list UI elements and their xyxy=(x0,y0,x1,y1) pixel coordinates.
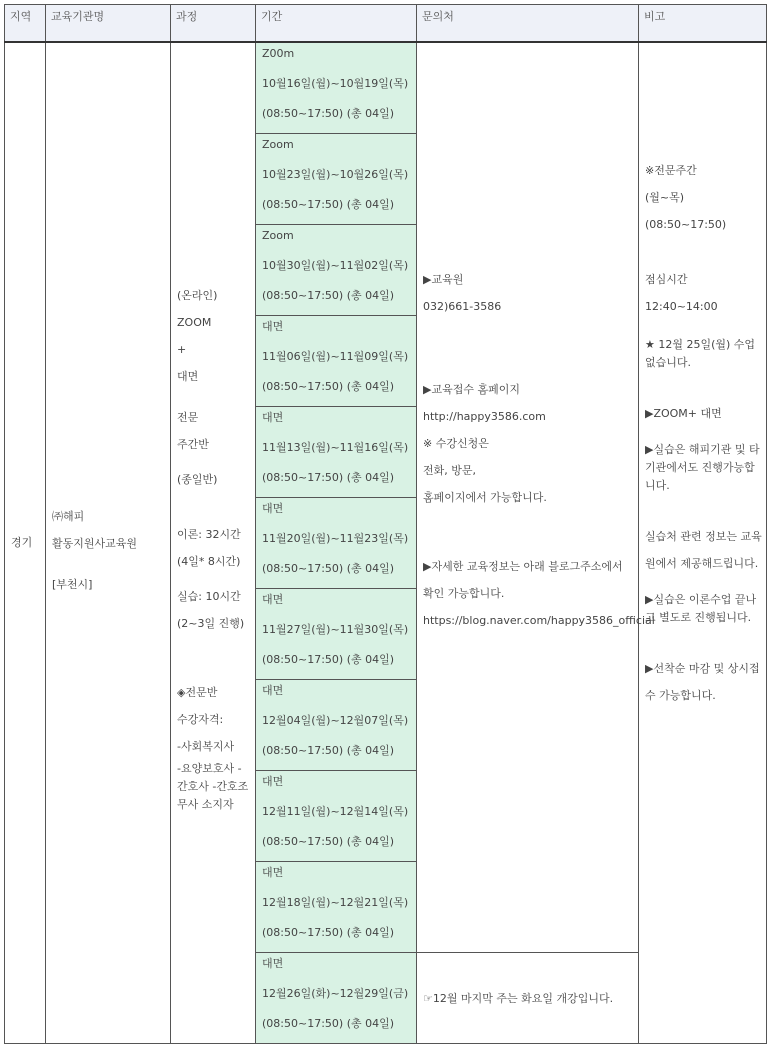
course-line: 수강자격: xyxy=(177,713,224,726)
course-line: 주간반 xyxy=(177,438,209,451)
contact-line: http://happy3586.com xyxy=(423,410,546,423)
course-line: -요양보호사 -간호사 -간호조무사 소지자 xyxy=(177,762,249,811)
session-mode: Z00m xyxy=(262,47,295,60)
header-period: 기간 xyxy=(256,5,417,43)
course-line: 전문 xyxy=(177,411,199,424)
session-dates: 12월11일(월)~12월14일(목) xyxy=(262,805,409,818)
session-cell xyxy=(256,589,417,680)
note-line: ▶ZOOM+ 대면 xyxy=(645,407,722,420)
contact-line: ▶자세한 교육정보는 아래 블로그주소에서 xyxy=(423,560,623,573)
blog-link[interactable]: https://blog.naver.com/happy3586_official xyxy=(423,614,655,627)
course-line: (온라인) xyxy=(177,289,218,302)
table-row xyxy=(5,42,767,134)
note-line: 점심시간 xyxy=(645,273,688,286)
course-line: (2~3일 진행) xyxy=(177,617,245,630)
contact-line: ▶교육접수 홈페이지 xyxy=(423,383,520,396)
header-institution: 교육기관명 xyxy=(46,5,171,43)
session-time: (08:50~17:50) (총 04일) xyxy=(262,744,395,757)
session-dates: 12월26일(화)~12월29일(금) xyxy=(262,987,409,1000)
session-mode: Zoom xyxy=(262,138,294,151)
note-line: ※전문주간 xyxy=(645,164,697,177)
contact-last-cell xyxy=(417,953,639,1044)
session-cell xyxy=(256,771,417,862)
note-line: (월~목) xyxy=(645,191,685,204)
session-time: (08:50~17:50) (총 04일) xyxy=(262,471,395,484)
course-line: 대면 xyxy=(177,370,199,383)
session-time: (08:50~17:50) (총 04일) xyxy=(262,653,395,666)
course-line: ZOOM xyxy=(177,316,212,329)
session-mode: 대면 xyxy=(262,684,284,697)
session-mode: 대면 xyxy=(262,502,284,515)
last-week-notice: ☞12월 마지막 주는 화요일 개강입니다. xyxy=(423,991,614,1005)
session-dates: 11월13일(월)~11월16일(목) xyxy=(262,441,409,454)
schedule-table xyxy=(4,4,767,1044)
session-time: (08:50~17:50) (총 04일) xyxy=(262,835,395,848)
course-line: 이론: 32시간 xyxy=(177,528,241,541)
contact-line: 홈페이지에서 가능합니다. xyxy=(423,491,547,504)
contact-line: 032)661-3586 xyxy=(423,300,502,313)
note-line: ▶선착순 마감 및 상시접수 가능합니다. xyxy=(645,662,760,702)
session-cell xyxy=(256,316,417,407)
header-row xyxy=(5,5,767,43)
course-line: -사회복지사 xyxy=(177,740,235,753)
session-dates: 12월18일(월)~12월21일(목) xyxy=(262,896,409,909)
session-mode: 대면 xyxy=(262,957,284,970)
header-course: 과정 xyxy=(171,5,256,43)
note-cell xyxy=(639,42,767,1044)
session-dates: 12월04일(월)~12월07일(목) xyxy=(262,714,409,727)
session-dates: 11월20일(월)~11월23일(목) xyxy=(262,532,409,545)
contact-line: ※ 수강신청은 xyxy=(423,437,489,450)
note-line: ▶실습은 해피기관 및 타기관에서도 진행가능합니다. xyxy=(645,443,760,492)
note-line: 실습처 관련 정보는 교육원에서 제공해드립니다. xyxy=(645,530,762,570)
header-contact: 문의처 xyxy=(417,5,639,43)
header-note: 비고 xyxy=(639,5,767,43)
session-mode: 대면 xyxy=(262,411,284,424)
session-cell xyxy=(256,862,417,953)
region-value: 경기 xyxy=(11,536,33,549)
course-line: ◈전문반 xyxy=(177,686,218,699)
session-time: (08:50~17:50) (총 04일) xyxy=(262,289,395,302)
header-region: 지역 xyxy=(5,5,46,43)
session-mode: 대면 xyxy=(262,866,284,879)
session-cell xyxy=(256,953,417,1044)
session-cell xyxy=(256,225,417,316)
note-line: ★ 12월 25일(월) 수업 없습니다. xyxy=(645,338,756,369)
session-time: (08:50~17:50) (총 04일) xyxy=(262,926,395,939)
course-cell xyxy=(171,42,256,1044)
institution-line3: [부천시] xyxy=(52,577,93,591)
session-cell xyxy=(256,498,417,589)
note-line: 12:40~14:00 xyxy=(645,300,718,313)
session-dates: 11월06일(월)~11월09일(목) xyxy=(262,350,409,363)
session-cell xyxy=(256,134,417,225)
session-time: (08:50~17:50) (총 04일) xyxy=(262,380,395,393)
session-cell xyxy=(256,680,417,771)
contact-line: 전화, 방문, xyxy=(423,464,476,477)
course-line: (종일반) xyxy=(177,473,218,486)
institution-cell xyxy=(46,42,171,1044)
session-dates: 10월16일(월)~10월19일(목) xyxy=(262,77,409,90)
session-mode: 대면 xyxy=(262,593,284,606)
session-time: (08:50~17:50) (총 04일) xyxy=(262,198,395,211)
session-time: (08:50~17:50) (총 04일) xyxy=(262,562,395,575)
contact-line: ▶교육원 xyxy=(423,273,464,286)
session-mode: 대면 xyxy=(262,320,284,333)
contact-line: 확인 가능합니다. xyxy=(423,587,505,600)
course-line: + xyxy=(177,343,187,356)
session-cell xyxy=(256,42,417,134)
note-line: ▶실습은 이론수업 끝나고 별도로 진행됩니다. xyxy=(645,593,757,624)
course-line: (4일* 8시간) xyxy=(177,555,241,568)
session-mode: 대면 xyxy=(262,775,284,788)
session-dates: 11월27일(월)~11월30일(목) xyxy=(262,623,409,636)
contact-cell xyxy=(417,42,655,953)
institution-line2: 활동지원사교육원 xyxy=(52,536,138,550)
session-time: (08:50~17:50) (총 04일) xyxy=(262,107,395,120)
session-mode: Zoom xyxy=(262,229,294,242)
course-line: 실습: 10시간 xyxy=(177,590,241,603)
session-cell xyxy=(256,407,417,498)
session-dates: 10월23일(월)~10월26일(목) xyxy=(262,168,409,181)
region-cell xyxy=(5,42,46,1044)
session-dates: 10월30일(월)~11월02일(목) xyxy=(262,259,409,272)
institution-line1: ㈜해피 xyxy=(52,509,85,523)
note-line: (08:50~17:50) xyxy=(645,218,727,231)
session-time: (08:50~17:50) (총 04일) xyxy=(262,1017,395,1030)
